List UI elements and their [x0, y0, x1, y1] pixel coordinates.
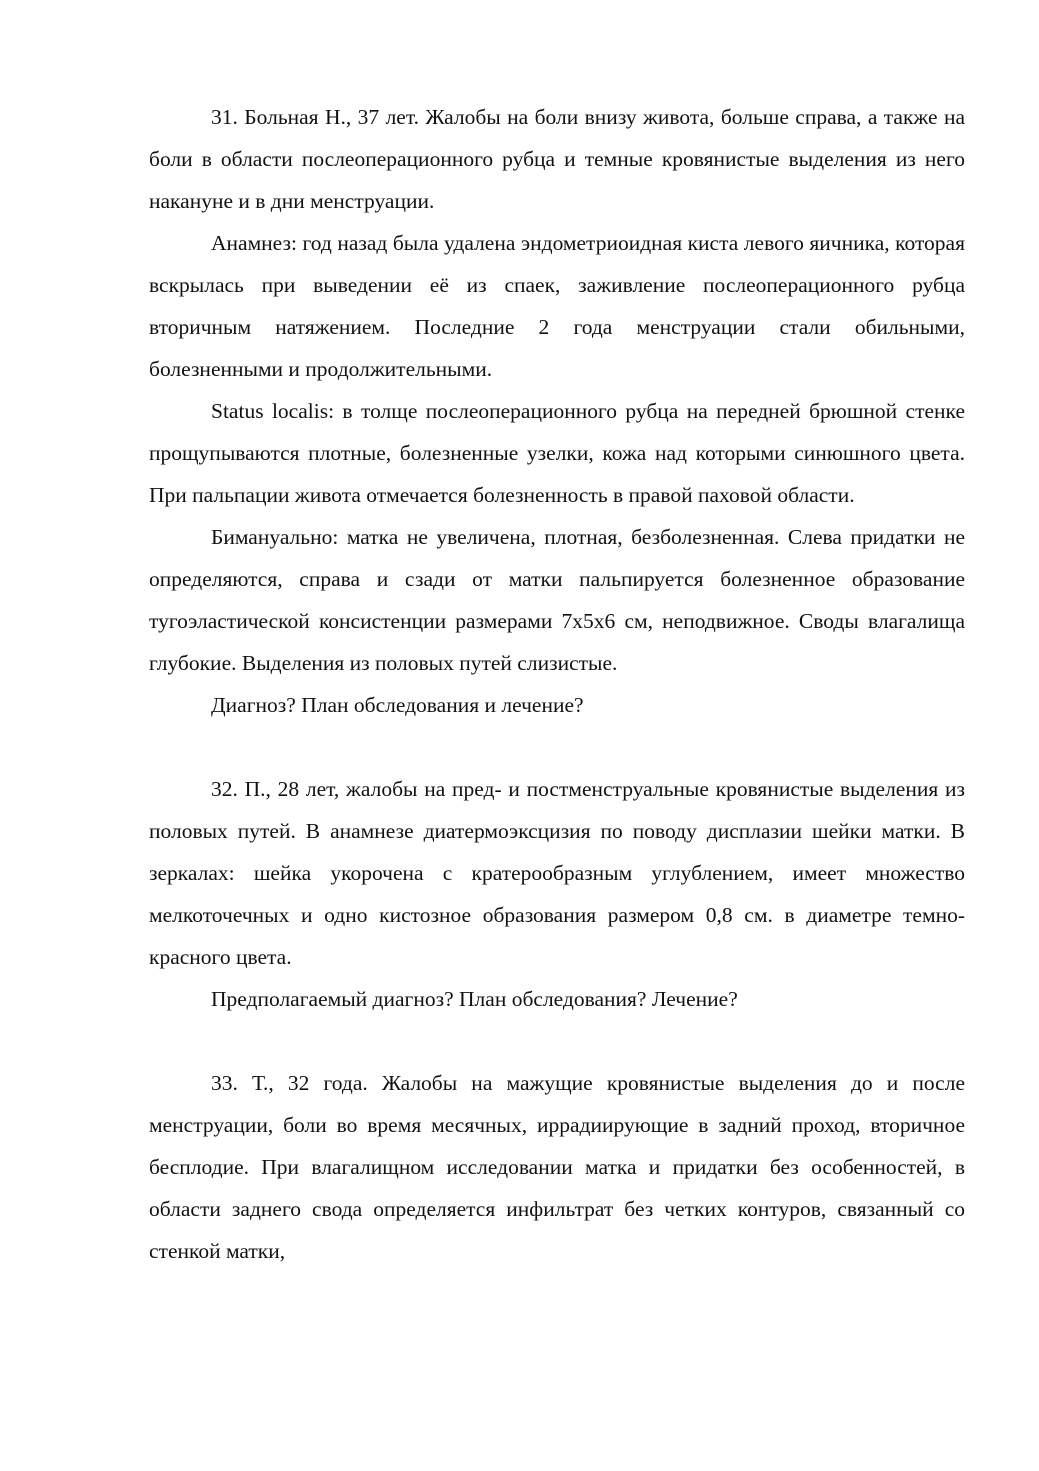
case-33-description: 33. Т., 32 года. Жалобы на мажущие кровянистые выделения до и после менструации, боли во время месячных, иррадиирующие в задний проход, вторичное бесплодие. При влагалищном исследовании матка и придатки без особенностей, в области заднего свода определяется инфильтрат без четких контуров, связанный со стенкой матки,: [149, 1071, 965, 1263]
case-31-status-localis: Status localis: в толще послеоперационного рубца на передней брюшной стенке прощупываются плотные, болезненные узелки, кожа над которыми синюшного цвета. При пальпации живота отмечается болезненность в правой паховой области.: [149, 399, 965, 507]
document-page: [149, 96, 965, 1272]
case-31-anamnesis: Анамнез: год назад была удалена эндометриоидная киста левого яичника, которая вскрылась при выведении её из спаек, заживление послеоперационного рубца вторичным натяжением. Последние 2 года менструации стали обильными, болезненными и продолжительными.: [149, 231, 965, 381]
case-31-question: Диагноз? План обследования и лечение?: [211, 693, 584, 717]
case-spacer: [149, 1020, 965, 1062]
case-32: [149, 768, 965, 1020]
case-32-question: Предполагаемый диагноз? План обследования? Лечение?: [211, 987, 738, 1011]
case-spacer: [149, 726, 965, 768]
case-31-complaints: 31. Больная Н., 37 лет. Жалобы на боли внизу живота, больше справа, а также на боли в области послеоперационного рубца и темные кровянистые выделения из него накануне и в дни менструации.: [149, 105, 965, 213]
case-33: [149, 1062, 965, 1272]
case-31-bimanual-exam: Бимануально: матка не увеличена, плотная, безболезненная. Слева придатки не определяются, справа и сзади от матки пальпируется болезненное образование тугоэластической консистенции размерами 7х5х6 см, неподвижное. Своды влагалища глубокие. Выделения из половых путей слизистые.: [149, 525, 965, 675]
case-31: [149, 96, 965, 726]
case-32-description: 32. П., 28 лет, жалобы на пред- и постменструальные кровянистые выделения из половых путей. В анамнезе диатермоэксцизия по поводу дисплазии шейки матки. В зеркалах: шейка укорочена с кратерообразным углублением, имеет множество мелкоточечных и одно кистозное образования размером 0,8 см. в диаметре темно-красного цвета.: [149, 777, 965, 969]
